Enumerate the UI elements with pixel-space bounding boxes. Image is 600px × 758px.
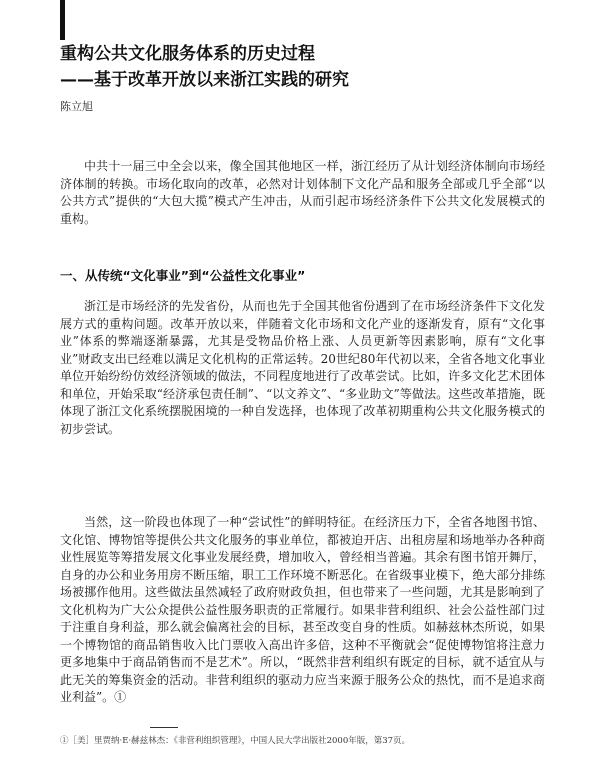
author-name: 陈立旭 [60,100,93,113]
intro-paragraph: 中共十一届三中全会以来，像全国其他地区一样，浙江经历了从计划经济体制向市场经济体制的转换。市场化取向的改革，必然对计划体制下文化产品和服务全部或几乎全部“以公共方式”提供的“大包大揽”模式产生冲击，从而引起市场经济条件下公共文化发展模式的重构。 [60,159,545,226]
body-paragraph: 浙江是市场经济的先发省份，从而也先于全国其他省份遇到了在市场经济条件下文化发展方式的重构问题。改革开放以来，伴随着文化市场和文化产业的逐渐发育，原有“文化事业”体系的弊端逐渐暴露，尤其是受物品价格上涨、人员更新等因素影响，原有“文化事业”财政支出已经难以满足文化机构的正常运转。20世纪80年代初以来，全省各地文化事业单位开始纷纷仿效经济领域的做法，不同程度地进行了改革尝试。比如，许多文化艺术团体和单位，开始采取“经济承包责任制”、“以文养文”、“多业助文”等做法。这些改革措施，既体现了浙江文化系统摆脱困境的一种自发选择，也体现了改革初期重构公共文化服务模式的初步尝试。 [60,299,545,436]
article-subtitle: ——基于改革开放以来浙江实践的研究 [60,70,349,90]
article-title: 重构公共文化服务体系的历史过程 [60,44,315,64]
body-paragraph: 当然，这一阶段也体现了一种“尝试性”的鲜明特征。在经济压力下，全省各地图书馆、文化馆、博物馆等提供公共文化服务的事业单位，都被迫开店、出租房屋和场地举办各种商业性展览等筹措发展文化事业发展经费，增加收入，曾经相当普遍。其余有图书馆开舞厅，自身的办公和业务用房不断压缩，职工工作环境不断恶化。在省级事业模下，绝大部分排练场被挪作他用。这些做法虽然减轻了政府财政负担，但也带来了一些问题，尤其是影响到了文化机构为广大公众提供公益性服务职责的正常履行。如果非营利组织、社会公益性部门过于注重自身利益，那么就会偏离社会的目标，甚至改变自身的性质。如赫兹林杰所说，如果一个博物馆的商品销售收入比门票收入高出许多倍，这种不平衡就会“促使博物馆将注意力更多地集中于商品销售而不是艺术”。所以，“既然非营利组织有既定的目标，就不适宜从与此无关的筹集资金的活动。非营利组织的驱动力应当来源于服务公众的热忱，而不是追求商业利益”。① [60,515,545,704]
footnote-divider [150,727,178,728]
section-heading: 一、从传统“文化事业”到“公益性文化事业” [60,268,306,283]
footnote: ①［美］里贾纳·E·赫兹林杰：《非营利组织管理》，中国人民大学出版社2000年版，第37页。 [60,736,411,746]
page-edge-mark [60,0,65,40]
